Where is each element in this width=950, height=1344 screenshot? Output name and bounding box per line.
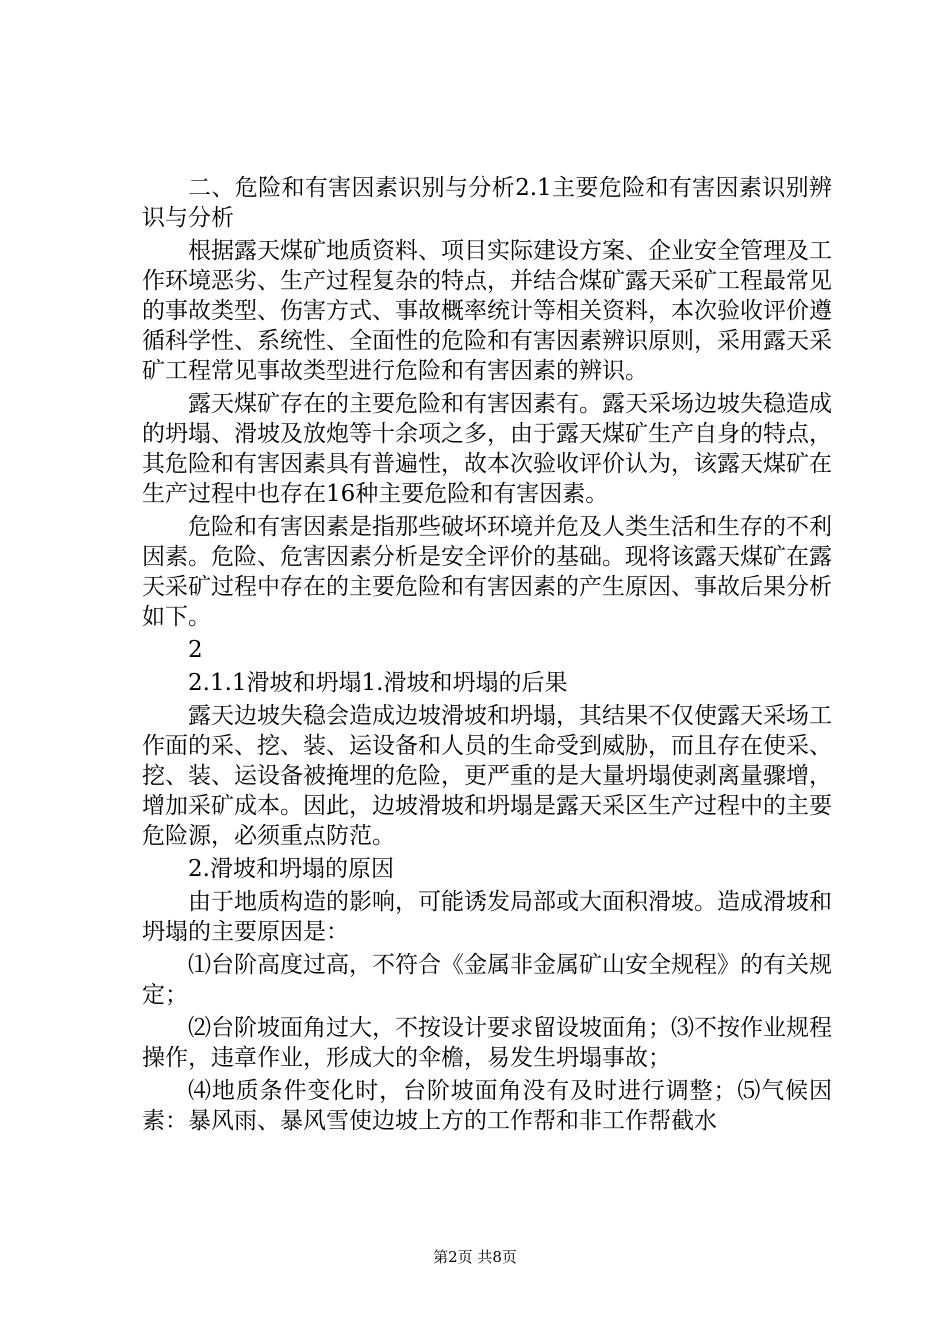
subsection-heading: 2.1.1滑坡和坍塌1.滑坡和坍塌的后果 bbox=[188, 670, 568, 696]
document-body bbox=[142, 173, 832, 1139]
paragraph: 根据露天煤矿地质资料、项目实际建设方案、企业安全管理及工作环境恶劣、生产过程复杂的特点，并结合煤矿露天采矿工程最常见的事故类型、伤害方式、事故概率统计等相关资料，本次验收评价遵循科学性、系统性、全面性的危险和有害因素辨识原则，采用露天采矿工程常见事故类型进行危险和有害因素的辨识。 bbox=[142, 238, 832, 384]
page-marker: 2 bbox=[188, 637, 203, 663]
paragraph: 由于地质构造的影响，可能诱发局部或大面积滑坡。造成滑坡和坍塌的主要原因是： bbox=[142, 889, 832, 945]
section-heading: 二、危险和有害因素识别与分析2.1主要危险和有害因素识别辨识与分析 bbox=[142, 175, 832, 231]
paragraph: 露天煤矿存在的主要危险和有害因素有。露天采场边坡失稳造成的坍塌、滑坡及放炮等十余项之多，由于露天煤矿生产自身的特点，其危险和有害因素具有普遍性，故本次验收评价认为，该露天煤矿在生产过程中也存在16种主要危险和有害因素。 bbox=[142, 391, 832, 507]
list-item: ⑷地质条件变化时，台阶坡面角没有及时进行调整；⑸气候因素：暴风雨、暴风雪使边坡上方的工作帮和非工作帮截水 bbox=[142, 1078, 832, 1134]
page-footer: 第2页 共8页 bbox=[433, 1248, 517, 1266]
list-item: ⑵台阶坡面角过大，不按设计要求留设坡面角；⑶不按作业规程操作，违章作业，形成大的伞檐，易发生坍塌事故； bbox=[142, 1015, 832, 1071]
subheading: 2.滑坡和坍塌的原因 bbox=[188, 856, 394, 882]
list-item: ⑴台阶高度过高，不符合《金属非金属矿山安全规程》的有关规定； bbox=[142, 952, 832, 1008]
paragraph: 露天边坡失稳会造成边坡滑坡和坍塌，其结果不仅使露天采场工作面的采、挖、装、运设备和人员的生命受到威胁，而且存在使采、挖、装、运设备被掩埋的危险，更严重的是大量坍塌使剥离量骤增，增加采矿成本。因此，边坡滑坡和坍塌是露天采区生产过程中的主要危险源，必须重点防范。 bbox=[142, 703, 832, 849]
paragraph: 危险和有害因素是指那些破坏环境并危及人类生活和生存的不利因素。危险、危害因素分析是安全评价的基础。现将该露天煤矿在露天采矿过程中存在的主要危险和有害因素的产生原因、事故后果分析如下。 bbox=[142, 514, 832, 630]
